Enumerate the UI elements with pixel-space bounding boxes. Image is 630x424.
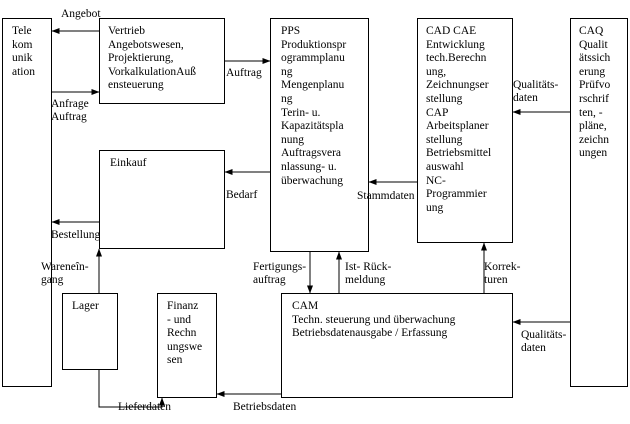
label-ist-rueckmeldung: Ist- Rück- meldung — [345, 261, 392, 287]
label-lieferdaten: Lieferdaten — [118, 401, 171, 413]
cad-cae-text: CAD CAE Entwicklung tech.Berechn ung, Zeichnungser stellung CAP Arbeitsplaner stellung Betriebsmittel auswahl NC- Programmier ung — [426, 25, 492, 214]
finanz-rechnungswesen-box — [157, 293, 217, 398]
label-auftrag: Auftrag — [226, 67, 262, 79]
vertrieb-text: Vertrieb Angebotswesen, Projektierung, VorkalkulationAuß ensteuerung — [108, 25, 196, 92]
caq-text: CAQ Qualit ätssich erung Prüfvo rschrif ten, - pläne, zeichn ungen — [579, 25, 611, 160]
label-betriebsdaten: Betriebsdaten — [233, 401, 297, 413]
label-bedarf: Bedarf — [226, 189, 258, 201]
label-angebot: Angebot — [61, 8, 101, 20]
einkauf-box — [99, 150, 225, 249]
label-korrekturen: Korrek- turen — [484, 261, 521, 287]
label-qualitaetsdaten-top: Qualitäts- daten — [513, 79, 559, 105]
label-fertigungsauftrag: Fertigungs- auftrag — [253, 261, 307, 287]
label-qualitaetsdaten-bottom: Qualitäts- daten — [521, 329, 567, 355]
einkauf-text: Einkauf — [110, 157, 147, 169]
finanz-rechnungswesen-text: Finanz - und Rechn ungswe sen — [167, 300, 203, 367]
cam-text: CAM Techn. steuerung und überwachung Betriebsdatenausgabe / Erfassung — [292, 300, 456, 340]
telekommunikation-text: Tele kom unik ation — [12, 25, 35, 78]
telekommunikation-box — [2, 18, 52, 387]
cam-box — [281, 293, 513, 398]
pps-text: PPS Produktionspr ogrammplanu ng Mengenplanu ng Terin- u. Kapazitätspla nung Auftragsvera nlassung- u. überwachung — [281, 25, 347, 187]
lager-text: Lager — [72, 300, 99, 312]
caq-box — [570, 18, 628, 387]
label-wareneingang: Wareneîn- gang — [41, 261, 89, 287]
label-stammdaten: Stammdaten — [357, 190, 415, 202]
vertrieb-box — [99, 18, 225, 104]
pps-box — [270, 18, 369, 252]
cad-cae-box — [417, 18, 513, 243]
lager-box — [62, 293, 118, 370]
label-anfrage-auftrag: Anfrage Auftrag — [51, 98, 89, 124]
label-bestellung: Bestellung — [51, 229, 101, 241]
